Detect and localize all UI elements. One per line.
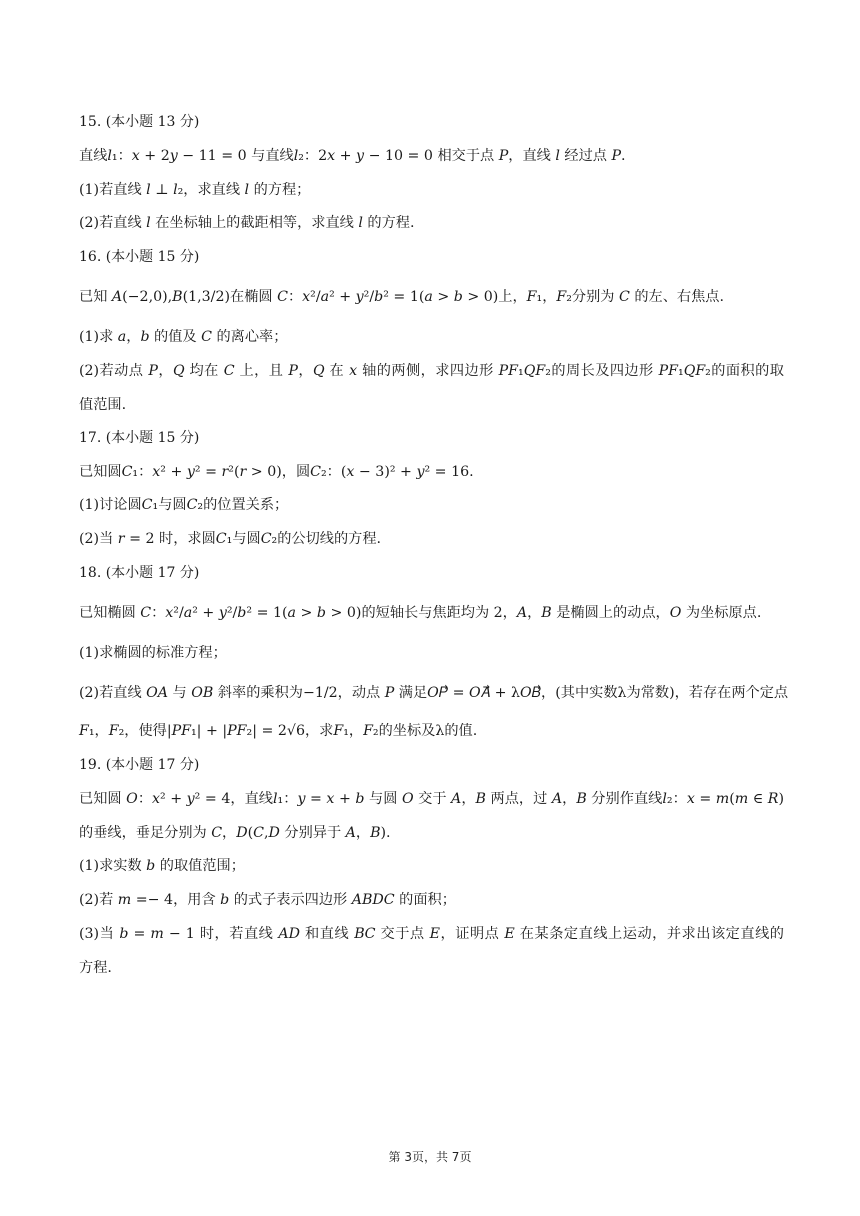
page-number-footer: 第 3页，共 7页 (388, 1150, 472, 1164)
problem-19-statement: 已知圆 𝑂：𝑥² + 𝑦² = 4，直线𝑙₁：𝑦 = 𝑥 + 𝑏 与圆 𝑂 交于 𝐴，𝐵 两点，过 𝐴，𝐵 分别作直线𝑙₂：𝑥 = 𝑚(𝑚 ∈ 𝑅) (79, 791, 784, 807)
problem-17-statement: 已知圆𝐶₁：𝑥² + 𝑦² = 𝑟²(𝑟 > 0)，圆𝐶₂：(𝑥 − 3)² + 𝑦² = 16. (79, 464, 474, 480)
problem-19-part-3: (3)当 𝑏 = 𝑚 − 1 时，若直线 𝐴𝐷 和直线 𝐵𝐶 交于点 𝐸，证明点 𝐸 在某条定直线上运动，并求出该定直线的 (79, 926, 784, 942)
problem-18-part-1: (1)求椭圆的标准方程； (79, 645, 227, 661)
problem-16-part-2-cont: 值范围. (79, 397, 127, 413)
problem-19-heading: 19. (本小题 17 分) (79, 757, 200, 773)
problem-15-heading: 15. (本小题 13 分) (79, 114, 200, 130)
problem-16-part-1: (1)求 𝑎，𝑏 的值及 𝐶 的离心率； (79, 329, 288, 345)
problem-15-part-2: (2)若直线 𝑙 在坐标轴上的截距相等，求直线 𝑙 的方程. (79, 215, 415, 231)
problem-18-heading: 18. (本小题 17 分) (79, 565, 200, 581)
problem-19-part-2: (2)若 𝑚 =− 4，用含 𝑏 的式子表示四边形 𝐴𝐵𝐷𝐶 的面积； (79, 892, 456, 908)
problem-17-part-2: (2)当 𝑟 = 2 时，求圆𝐶₁与圆𝐶₂的公切线的方程. (79, 531, 382, 547)
problem-16-part-2: (2)若动点 𝑃，𝑄 均在 𝐶 上，且 𝑃，𝑄 在 𝑥 轴的两侧，求四边形 𝑃𝐹₁𝑄𝐹₂的周长及四边形 𝑃𝐹₁𝑄𝐹₂的面积的取 (79, 363, 784, 379)
problem-19-part-1: (1)求实数 𝑏 的取值范围； (79, 858, 245, 874)
problem-15-part-1: (1)若直线 𝑙 ⊥ 𝑙₂，求直线 𝑙 的方程； (79, 182, 311, 198)
problem-16-heading: 16. (本小题 15 分) (79, 249, 200, 265)
problem-15-statement: 直线𝑙₁：𝑥 + 2𝑦 − 11 = 0 与直线𝑙₂：2𝑥 + 𝑦 − 10 = 0 相交于点 𝑃，直线 𝑙 经过点 𝑃. (79, 148, 626, 164)
problem-19-part-3-cont: 方程. (79, 960, 112, 976)
problem-17-heading: 17. (本小题 15 分) (79, 430, 200, 446)
problem-18-part-2-cont: 𝐹₁，𝐹₂，使得|𝑃𝐹₁| + |𝑃𝐹₂| = 2√6，求𝐹₁，𝐹₂的坐标及λ的值. (79, 723, 478, 739)
problem-16-statement: 已知 𝐴(−2,0),𝐵(1,3/2)在椭圆 𝐶：𝑥²/𝑎² + 𝑦²/𝑏² = 1(𝑎 > 𝑏 > 0)上，𝐹₁，𝐹₂分别为 𝐶 的左、右焦点. (79, 289, 724, 305)
problem-17-part-1: (1)讨论圆𝐶₁与圆𝐶₂的位置关系； (79, 497, 289, 513)
problem-18-statement: 已知椭圆 𝐶：𝑥²/𝑎² + 𝑦²/𝑏² = 1(𝑎 > 𝑏 > 0)的短轴长与焦距均为 2，𝐴，𝐵 是椭圆上的动点，𝑂 为坐标原点. (79, 605, 762, 621)
problem-19-statement-cont: 的垂线，垂足分别为 𝐶，𝐷(𝐶,𝐷 分别异于 𝐴，𝐵). (79, 825, 391, 841)
problem-18-part-2: (2)若直线 𝑂𝐴 与 𝑂𝐵 斜率的乘积为−1/2，动点 𝑃 满足𝑂𝑃⃗ = 𝑂𝐴⃗ + λ𝑂𝐵⃗，(其中实数λ为常数)，若存在两个定点 (79, 685, 789, 701)
